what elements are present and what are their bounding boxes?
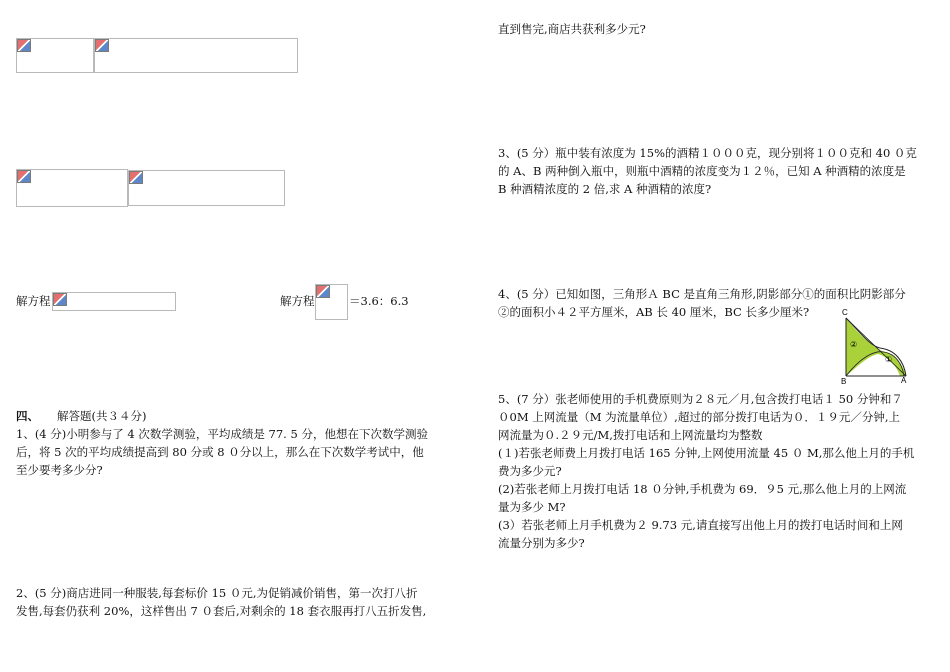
- section-title: 解答题(共３４分): [57, 409, 147, 423]
- question-5-line-1: 5、(7 分）张老师使用的手机费原则为２８元／月,包含拨打电话１ 50 分钟和７: [498, 392, 903, 406]
- equation-label-2: 解方程: [280, 294, 315, 308]
- equation-image-box-3: [16, 169, 128, 207]
- broken-image-icon: [17, 170, 31, 183]
- question-5-line-3: 网流量为０.２９元/M,拨打电话和上网流量均为整数: [498, 428, 763, 442]
- broken-image-icon: [17, 39, 31, 52]
- region-2-label: ②: [850, 340, 858, 349]
- region-1-label: ①: [885, 355, 893, 364]
- question-5-line-6: (2)若张老师上月拨打电话 18 ０分钟,手机费为 69．９5 元,那么他上月的上网流: [498, 482, 907, 496]
- question-5-line-4: (１)若张老师费上月拨打电话 165 分钟,上网使用流量 45 ０ M,那么他上月的手机: [498, 446, 915, 460]
- question-5-line-8: (3）若张老师上月手机费为２ 9.73 元,请直接写出他上月的拨打电话时间和上网: [498, 518, 903, 532]
- question-2-continuation: 直到售完,商店共获利多少元?: [498, 22, 646, 36]
- vertex-a-label: A: [901, 376, 907, 384]
- question-4-line-2: ②的面积小４２平方厘米，AB 长 40 厘米，BC 长多少厘米?: [498, 305, 810, 319]
- vertex-b-label: B: [841, 377, 847, 384]
- question-2-line-2: 发售,每套仍获利 20%，这样售出 7 ０套后,对剩余的 18 套衣服再打八五折发售,: [16, 604, 427, 618]
- question-3-line-2: 的 A、B 两种倒入瓶中，则瓶中酒精的浓度变为１２％，已知 A 种酒精的浓度是: [498, 164, 906, 178]
- equation-label-1: 解方程: [16, 294, 51, 308]
- right-triangle-figure: [840, 306, 915, 384]
- broken-image-icon: [316, 285, 330, 298]
- equation-image-box-2: [94, 38, 298, 73]
- equation-image-box-4: [128, 170, 285, 206]
- question-2-line-1: 2、(5 分)商店进同一种服装,每套标价 15 ０元,为促销减价销售，第一次打八折: [16, 586, 418, 600]
- question-5-line-7: 量为多少 M?: [498, 500, 566, 514]
- question-3-line-1: 3、(5 分）瓶中装有浓度为 15%的酒精１０００克，现分别将１００克和 40 ０克: [498, 146, 917, 160]
- question-1-line-3: 至少要考多少分?: [16, 463, 103, 477]
- question-5-line-5: 费为多少元?: [498, 464, 562, 478]
- section-number: 四、: [16, 409, 39, 423]
- equation-image-box-5: [52, 292, 176, 311]
- question-1-line-1: 1、(4 分)小明参与了 4 次数学测验，平均成绩是 77. 5 分，他想在下次数学测验: [16, 427, 428, 441]
- equation-ratio: ＝3.6：6.3: [349, 294, 409, 308]
- question-5-line-9: 流量分别为多少?: [498, 536, 585, 550]
- broken-image-icon: [53, 293, 67, 306]
- vertex-c-label: C: [842, 308, 848, 317]
- question-5-line-2: ０0M 上网流量（M 为流量单位）,超过的部分拨打电话为０．１９元／分钟,上: [498, 410, 900, 424]
- question-4-line-1: 4、(5 分）已知如图，三角形Ａ BC 是直角三角形,阴影部分①的面积比阴影部分: [498, 287, 906, 301]
- broken-image-icon: [129, 171, 143, 184]
- question-3-line-3: B 种酒精浓度的 2 倍,求 A 种酒精的浓度?: [498, 182, 712, 196]
- broken-image-icon: [95, 39, 109, 52]
- question-1-line-2: 后，将 5 次的平均成绩提高到 80 分或 8 ０分以上，那么在下次数学考试中，他: [16, 445, 424, 459]
